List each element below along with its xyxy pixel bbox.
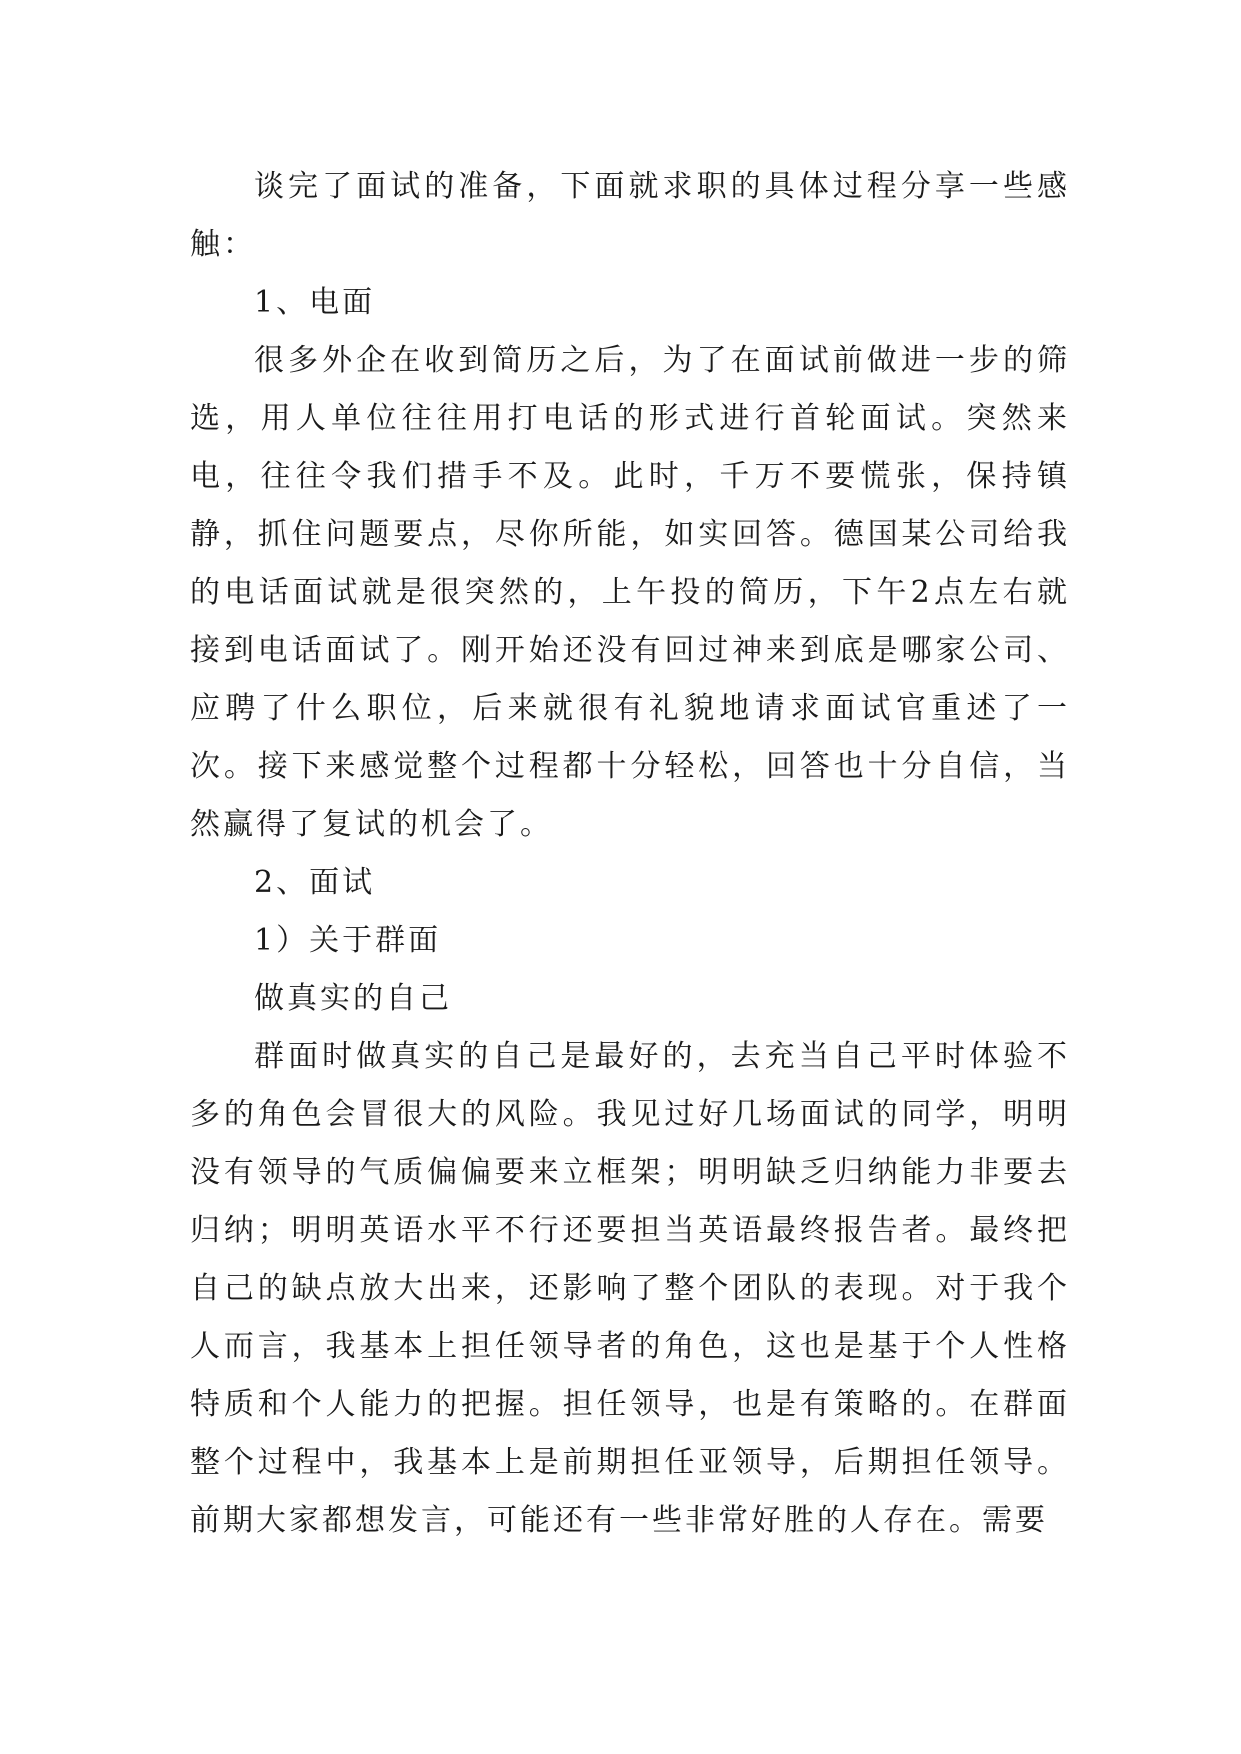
heading-phone-interview: 1、电面 [254, 285, 376, 320]
subheading-be-yourself: 做真实的自己 [254, 981, 452, 1016]
paragraph-phone-interview: 很多外企在收到简历之后，为了在面试前做进一步的筛选，用人单位往往用打电话的形式进行首轮面试。突然来电，往往令我们措手不及。此时，千万不要慌张，保持镇静，抓住问题要点，尽你所能，如实回答。德国某公司给我的电话面试就是很突然的，上午投的简历，下午2点左右就接到电话面试了。刚开始还没有回过神来到底是哪家公司、应聘了什么职位，后来就很有礼貌地请求面试官重述了一次。接下来感觉整个过程都十分轻松，回答也十分自信，当然赢得了复试的机会了。 [190, 343, 1070, 842]
document-body [190, 158, 1070, 1550]
paragraph-group-interview: 群面时做真实的自己是最好的，去充当自己平时体验不多的角色会冒很大的风险。我见过好几场面试的同学，明明没有领导的气质偏偏要来立框架；明明缺乏归纳能力非要去归纳；明明英语水平不行还要担当英语最终报告者。最终把自己的缺点放大出来，还影响了整个团队的表现。对于我个人而言，我基本上担任领导者的角色，这也是基于个人性格特质和个人能力的把握。担任领导，也是有策略的。在群面整个过程中，我基本上是前期担任亚领导，后期担任领导。前期大家都想发言，可能还有一些非常好胜的人存在。需要 [190, 1039, 1070, 1538]
paragraph-intro: 谈完了面试的准备，下面就求职的具体过程分享一些感触： [190, 169, 1070, 262]
subheading-group-interview: 1）关于群面 [254, 923, 442, 958]
heading-interview: 2、面试 [254, 865, 376, 900]
